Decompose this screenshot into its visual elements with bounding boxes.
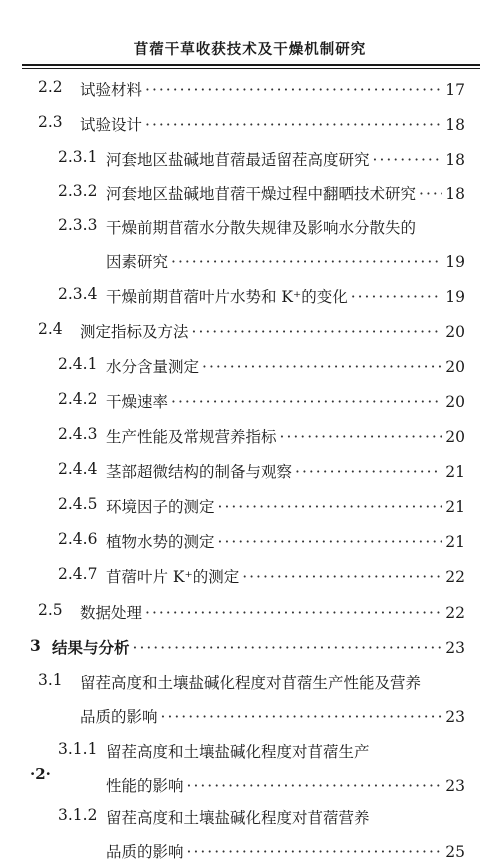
toc-entry-title: 河套地区盐碱地苜蓿最适留茬高度研究 [106, 151, 370, 169]
toc-entry[interactable] [0, 671, 500, 695]
toc-entry-number: 2.3.1 [58, 148, 98, 166]
toc-entry-page: 20 [445, 393, 465, 411]
toc-entry[interactable] [0, 390, 500, 414]
toc-entry-continuation[interactable] [0, 774, 500, 798]
dot-leader [145, 116, 442, 134]
toc-entry-number: 2.3.2 [58, 182, 98, 200]
toc-entry[interactable] [0, 806, 500, 830]
toc-entry-number: 2.4 [38, 320, 63, 338]
toc-entry-number: 2.4.4 [58, 460, 98, 478]
dot-leader [295, 463, 442, 481]
toc-entry[interactable] [0, 636, 500, 660]
dot-leader [242, 568, 442, 586]
toc-entry-number: 2.3 [38, 113, 63, 131]
toc-entry[interactable] [0, 425, 500, 449]
toc-entry-number: 2.4.3 [58, 425, 98, 443]
toc-entry-number: 2.4.2 [58, 390, 98, 408]
toc-entry-page: 25 [445, 843, 465, 861]
toc-entry[interactable] [0, 601, 500, 625]
toc-entry[interactable] [0, 182, 500, 206]
dot-leader [218, 498, 443, 516]
toc-entry-page: 18 [445, 151, 465, 169]
dot-leader [218, 533, 443, 551]
toc-entry[interactable] [0, 148, 500, 172]
toc-entry-title: 干燥速率 [106, 393, 169, 411]
toc-entry-title: 测定指标及方法 [80, 323, 189, 341]
toc-entry-title-continued: 品质的影响 [106, 843, 184, 861]
toc-entry-continuation[interactable] [0, 840, 500, 864]
dot-leader [373, 151, 443, 169]
dot-leader [171, 253, 442, 271]
toc-entry-page: 21 [445, 533, 465, 551]
toc-entry[interactable] [0, 565, 500, 589]
dot-leader [280, 428, 443, 446]
toc-entry-page: 19 [445, 288, 465, 306]
toc-entry-title: 留茬高度和土壤盐碱化程度对苜蓿生产 [106, 743, 370, 761]
header-rule-thin [22, 68, 480, 69]
toc-entry-page: 23 [445, 708, 465, 726]
dot-leader [161, 708, 443, 726]
toc-entry-number: 2.5 [38, 601, 63, 619]
toc-entry-title: 干燥前期苜蓿叶片水势和 K⁺的变化 [106, 288, 348, 306]
toc-entry-page: 20 [445, 323, 465, 341]
toc-entry-title-continued: 因素研究 [106, 253, 169, 271]
toc-entry-title: 数据处理 [80, 604, 143, 622]
toc-entry[interactable] [0, 216, 500, 240]
toc-entry-title-continued: 性能的影响 [106, 777, 184, 795]
toc-entry-title: 生产性能及常规营养指标 [106, 428, 277, 446]
dot-leader [145, 81, 442, 99]
dot-leader [171, 393, 442, 411]
dot-leader [133, 639, 443, 657]
toc-entry-title: 干燥前期苜蓿水分散失规律及影响水分散失的 [106, 219, 417, 237]
toc-entry-continuation[interactable] [0, 705, 500, 729]
toc-entry-page: 17 [445, 81, 465, 99]
toc-entry-title: 试验设计 [80, 116, 143, 134]
toc-entry-continuation[interactable] [0, 250, 500, 274]
toc-entry-page: 19 [445, 253, 465, 271]
toc-entry[interactable] [0, 285, 500, 309]
toc-entry-number: 2.4.6 [58, 530, 98, 548]
toc-entry[interactable] [0, 78, 500, 102]
toc-entry[interactable] [0, 740, 500, 764]
toc-entry-number: 3.1.2 [58, 806, 98, 824]
toc-entry-title: 结果与分析 [52, 638, 130, 657]
toc-entry-number: 2.4.5 [58, 495, 98, 513]
toc-entry[interactable] [0, 530, 500, 554]
toc-entry-number: 3.1 [38, 671, 63, 689]
toc-entry[interactable] [0, 320, 500, 344]
toc-entry[interactable] [0, 355, 500, 379]
toc-entry-page: 18 [445, 185, 465, 203]
toc-entry-number: 2.4.1 [58, 355, 98, 373]
toc-entry-title: 试验材料 [80, 81, 143, 99]
toc-entry-title: 苜蓿叶片 K⁺的测定 [106, 568, 240, 586]
toc-entry-page: 23 [445, 777, 465, 795]
toc-entry-page: 21 [445, 463, 465, 481]
toc-entry-title: 留茬高度和土壤盐碱化程度对苜蓿营养 [106, 809, 370, 827]
toc-entry-number: 3 [30, 636, 41, 655]
dot-leader [419, 185, 442, 203]
toc-entry-title: 河套地区盐碱地苜蓿干燥过程中翻晒技术研究 [106, 185, 417, 203]
toc-entry-number: 3.1.1 [58, 740, 98, 758]
toc-entry-page: 23 [445, 639, 465, 657]
toc-entry-title: 留茬高度和土壤盐碱化程度对苜蓿生产性能及营养 [80, 674, 422, 692]
toc-entry[interactable] [0, 113, 500, 137]
running-header: 苜蓿干草收获技术及干燥机制研究 [133, 42, 367, 58]
header-rule-thick [22, 64, 480, 66]
dot-leader [187, 777, 443, 795]
dot-leader [202, 358, 442, 376]
toc-entry-title: 植物水势的测定 [106, 533, 215, 551]
toc-entry-number: 2.3.4 [58, 285, 98, 303]
toc-entry-page: 20 [445, 358, 465, 376]
toc-entry-page: 22 [445, 604, 465, 622]
toc-entry-title: 水分含量测定 [106, 358, 200, 376]
dot-leader [187, 843, 443, 861]
dot-leader [145, 604, 442, 622]
toc-entry-title: 环境因子的测定 [106, 498, 215, 516]
toc-entry-number: 2.2 [38, 78, 63, 96]
toc-entry-title-continued: 品质的影响 [80, 708, 158, 726]
toc-entry-page: 18 [445, 116, 465, 134]
toc-entry[interactable] [0, 495, 500, 519]
toc-entry[interactable] [0, 460, 500, 484]
toc-entry-page: 20 [445, 428, 465, 446]
toc-entry-page: 21 [445, 498, 465, 516]
toc-entry-page: 22 [445, 568, 465, 586]
dot-leader [192, 323, 443, 341]
page-number: ·2· [30, 765, 51, 783]
toc-entry-number: 2.3.3 [58, 216, 98, 234]
dot-leader [351, 288, 443, 306]
toc-entry-number: 2.4.7 [58, 565, 98, 583]
toc-entry-title: 茎部超微结构的制备与观察 [106, 463, 293, 481]
